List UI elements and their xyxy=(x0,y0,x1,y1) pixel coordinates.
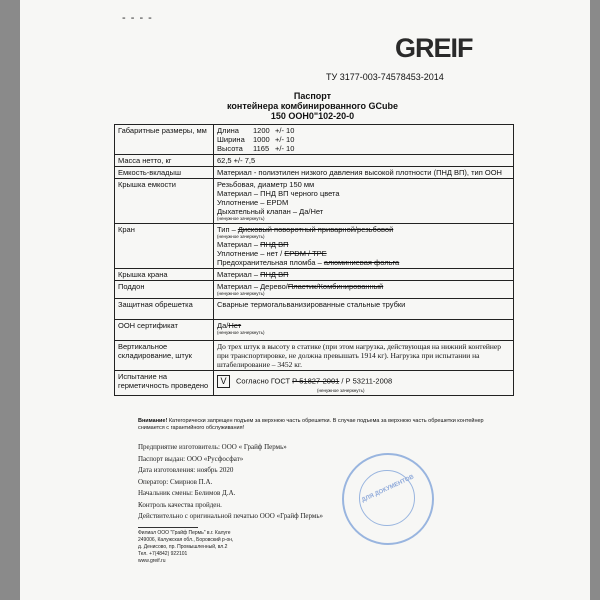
tapcap-prefix: Материал – xyxy=(217,270,261,279)
stack-value: До трех штук в высоту в статике (при этом нагрузка, действующая на нижний контейнер при транспортировке, не должна превышать 1914 кг). Нагрузка при испытании на штабелирование – 3452 кг. xyxy=(214,341,514,371)
lid-line: Резьбовая, диаметр 150 мм xyxy=(217,180,315,189)
footer-line: 249006, Калужская обл., Боровский р-он, xyxy=(138,537,234,543)
test-struck: Р 51827-2001 xyxy=(292,376,340,386)
info-valid: Действительно с оригинальной печатью ООО «Грайф Пермь» xyxy=(138,512,324,520)
row-tap-cap xyxy=(115,269,514,281)
length-value: 1200 xyxy=(253,126,270,135)
info-issued: Паспорт выдан: ООО «Русфосфат» xyxy=(138,454,244,463)
test-suffix: / Р 53211-2008 xyxy=(339,376,393,386)
footer-address xyxy=(138,530,233,565)
tap-mat-struck: ПНД ВП xyxy=(260,240,289,249)
width-value: 1000 xyxy=(253,135,270,144)
row-dimensions xyxy=(115,125,514,155)
un-label: ООН сертификат xyxy=(115,320,214,341)
tapcap-value xyxy=(214,269,514,281)
test-prefix: Согласно ГОСТ xyxy=(236,376,293,386)
lid-note: (ненужное зачеркнуть) xyxy=(217,216,265,221)
tap-mat-prefix: Материал – xyxy=(217,240,261,249)
tap-type-prefix: Тип – xyxy=(217,225,238,234)
cage-value: Сварные термогальванизированные стальные трубки xyxy=(214,299,514,320)
stamp-center-text: ДЛЯ ДОКУМЕНТОВ xyxy=(360,474,416,504)
stack-label: Вертикальное складирование, штук xyxy=(115,341,214,371)
un-value xyxy=(214,320,514,341)
height-tol: +/- 10 xyxy=(275,144,295,153)
dims-label: Габаритные размеры, мм xyxy=(115,125,214,155)
warning-body: Категорически запрещен подъем за верхнюю часть обрешетки. В случае подъема за верхнюю часть обрешетки контейнер снимается с гарантийного обслуживания! xyxy=(138,418,484,431)
footer-divider xyxy=(138,527,198,528)
tap-seal-struck: EPDM / TPE xyxy=(284,249,327,258)
lid-line: Уплотнение – EPDM xyxy=(217,198,289,207)
test-value xyxy=(214,371,514,396)
row-pallet xyxy=(115,281,514,299)
pallet-note: (ненужное зачеркнуть) xyxy=(217,291,265,296)
lid-line: Дыхательный клапан – Да/Нет xyxy=(217,207,324,216)
row-liner xyxy=(115,167,514,179)
length-label: Длина xyxy=(217,126,239,135)
tap-seal2-prefix: Предохранительная пломба – xyxy=(217,258,324,267)
footer-line: Филиал ООО "Грайф Пермь" в.г. Калуге xyxy=(138,530,231,536)
tap-value xyxy=(214,224,514,269)
warning-text xyxy=(138,418,493,432)
tap-seal2-struck: алюминиевая фольга xyxy=(323,258,400,267)
row-mass xyxy=(115,155,514,167)
footer-line: Тел. +7(4842) 922101 xyxy=(138,551,188,557)
tap-type-struck: Дисковый поворотный приварной/резьбовой xyxy=(237,225,394,234)
un-struck: Нет xyxy=(228,321,242,330)
mass-label: Масса нетто, кг xyxy=(115,155,214,167)
liner-label: Емкость-вкладыш xyxy=(115,167,214,179)
info-maker: Предприятие изготовитель: ООО « Грайф Пермь» xyxy=(138,443,287,451)
liner-value: Материал - полиэтилен низкого давления высокой плотности (ПНД ВП), тип ООН xyxy=(214,167,514,179)
greif-logo: GREIF xyxy=(395,33,473,63)
passport-document xyxy=(20,0,590,600)
test-checkbox: V xyxy=(217,375,230,388)
header-dashes: - - - - xyxy=(122,12,153,24)
cage-label: Защитная обрешетка xyxy=(115,299,214,320)
height-value: 1165 xyxy=(253,144,270,153)
row-stacking xyxy=(115,341,514,371)
test-label: Испытание на герметичность проведено xyxy=(115,371,214,396)
pallet-prefix: Материал – Дерево/ xyxy=(217,282,288,291)
tu-code: ТУ 3177-003-74578453-2014 xyxy=(326,72,444,82)
test-note: (ненужное зачеркнуть) xyxy=(317,388,365,393)
un-note: (ненужное зачеркнуть) xyxy=(217,330,265,335)
row-tap xyxy=(115,224,514,269)
info-operator: Оператор: Смирнов П.А. xyxy=(138,477,213,486)
mass-value: 62,5 +/- 7,5 xyxy=(214,155,514,167)
lid-line: Материал – ПНД ВП черного цвета xyxy=(217,189,340,198)
un-prefix: Да/ xyxy=(217,321,229,330)
row-un-cert xyxy=(115,320,514,341)
dims-value xyxy=(214,125,514,155)
footer-line: д. Денисово, пр. Промышленный, вл.2 xyxy=(138,544,228,550)
pallet-struck: Пластик/Комбинированный xyxy=(287,282,384,291)
pallet-label: Поддон xyxy=(115,281,214,299)
tap-note: (ненужное зачеркнуть) xyxy=(217,234,265,239)
info-shift: Начальник смены: Белимов Д.А. xyxy=(138,489,236,497)
warning-bold: Внимание! xyxy=(138,418,168,424)
width-tol: +/- 10 xyxy=(275,135,295,144)
height-label: Высота xyxy=(217,144,243,153)
footer-line: www.greif.ru xyxy=(138,558,166,564)
doc-title: Паспорт xyxy=(293,91,332,101)
tap-seal-prefix: Уплотнение – нет / xyxy=(217,249,285,258)
doc-model: 150 ООН0"102-20-0 xyxy=(270,111,355,121)
lid-label: Крышка емкости xyxy=(115,179,214,224)
info-qc: Контроль качества пройден. xyxy=(138,500,222,509)
width-label: Ширина xyxy=(217,135,245,144)
doc-subtitle: контейнера комбинированного GCube xyxy=(227,101,398,111)
passport-table xyxy=(114,124,514,396)
lid-value xyxy=(214,179,514,224)
pallet-value xyxy=(214,281,514,299)
tapcap-struck: ПНД ВП xyxy=(260,270,289,279)
row-cage xyxy=(115,299,514,320)
info-block xyxy=(138,442,323,523)
row-lid xyxy=(115,179,514,224)
tap-label: Кран xyxy=(115,224,214,269)
info-date: Дата изготовления: ноябрь 2020 xyxy=(138,466,234,474)
length-tol: +/- 10 xyxy=(275,126,295,135)
tapcap-label: Крышка крана xyxy=(115,269,214,281)
company-stamp xyxy=(342,453,434,545)
row-leak-test xyxy=(115,371,514,396)
